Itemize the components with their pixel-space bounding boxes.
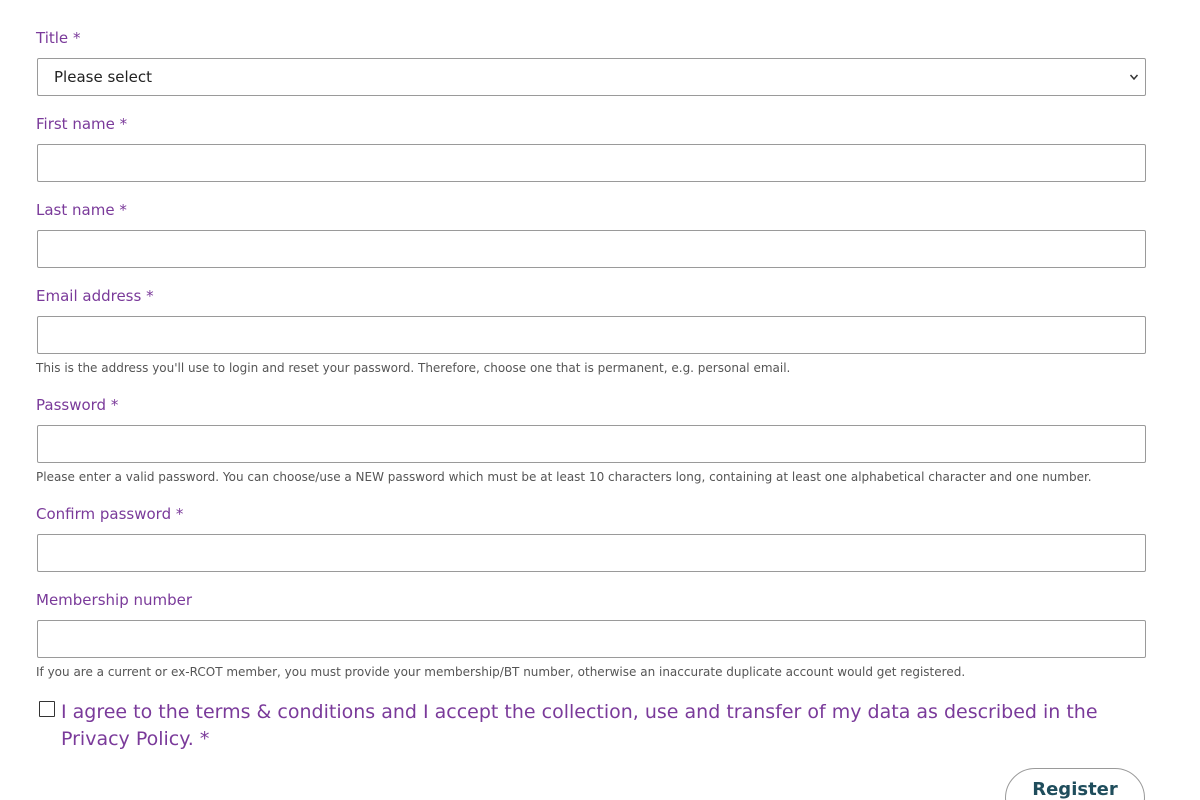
confirm-password-input[interactable] bbox=[38, 535, 1145, 571]
agreement-label: I agree to the terms & conditions and I accept the collection, use and transfer of my data as described in the Privacy Policy. bbox=[61, 701, 1098, 750]
first-name-label-text: First name bbox=[36, 115, 115, 133]
confirm-password-field-wrapper bbox=[37, 534, 1146, 572]
title-label-text: Title bbox=[36, 29, 69, 47]
required-mark: * bbox=[110, 396, 119, 414]
required-mark: * bbox=[175, 505, 184, 523]
email-field-wrapper bbox=[37, 316, 1146, 354]
email-input[interactable] bbox=[38, 317, 1145, 353]
last-name-field-wrapper bbox=[37, 230, 1146, 268]
membership-number-label-text: Membership number bbox=[36, 591, 193, 609]
required-mark: * bbox=[199, 728, 210, 750]
membership-number-field-wrapper bbox=[37, 620, 1146, 658]
required-mark: * bbox=[72, 29, 81, 47]
last-name-label-text: Last name bbox=[36, 201, 115, 219]
email-label bbox=[36, 286, 154, 306]
required-mark: * bbox=[146, 287, 154, 305]
confirm-password-label bbox=[36, 504, 183, 524]
password-help-text: Please enter a valid password. You can choose/use a NEW password which must be at least 10 characters long, containing at least one alphabetical character and one number. bbox=[36, 470, 1092, 484]
required-mark: * bbox=[119, 201, 127, 219]
title-select[interactable] bbox=[37, 58, 1146, 96]
password-field-wrapper bbox=[37, 425, 1146, 463]
title-select-value: Please select bbox=[54, 68, 153, 86]
last-name-label bbox=[36, 200, 127, 220]
password-label-text: Password bbox=[36, 396, 107, 414]
membership-number-label bbox=[36, 590, 192, 610]
membership-number-input[interactable] bbox=[38, 621, 1145, 657]
chevron-down-icon bbox=[1129, 72, 1139, 82]
first-name-input[interactable] bbox=[38, 145, 1145, 181]
first-name-label bbox=[36, 114, 127, 134]
required-mark: * bbox=[119, 115, 128, 133]
first-name-field-wrapper bbox=[37, 144, 1146, 182]
password-input[interactable] bbox=[38, 426, 1145, 462]
membership-help-text: If you are a current or ex-RCOT member, you must provide your membership/BT number, otherwise an inaccurate duplicate account would get registered. bbox=[36, 665, 966, 679]
title-label bbox=[36, 28, 80, 48]
confirm-password-label-text: Confirm password bbox=[36, 505, 172, 523]
email-help-text: This is the address you'll use to login and reset your password. Therefore, choose one that is permanent, e.g. personal email. bbox=[36, 361, 791, 375]
agree-checkbox[interactable] bbox=[39, 701, 55, 717]
email-label-text: Email address bbox=[36, 287, 142, 305]
register-button[interactable]: Register bbox=[1005, 768, 1145, 800]
password-label bbox=[36, 395, 118, 415]
agreement-text[interactable] bbox=[61, 699, 1146, 753]
last-name-input[interactable] bbox=[38, 231, 1145, 267]
